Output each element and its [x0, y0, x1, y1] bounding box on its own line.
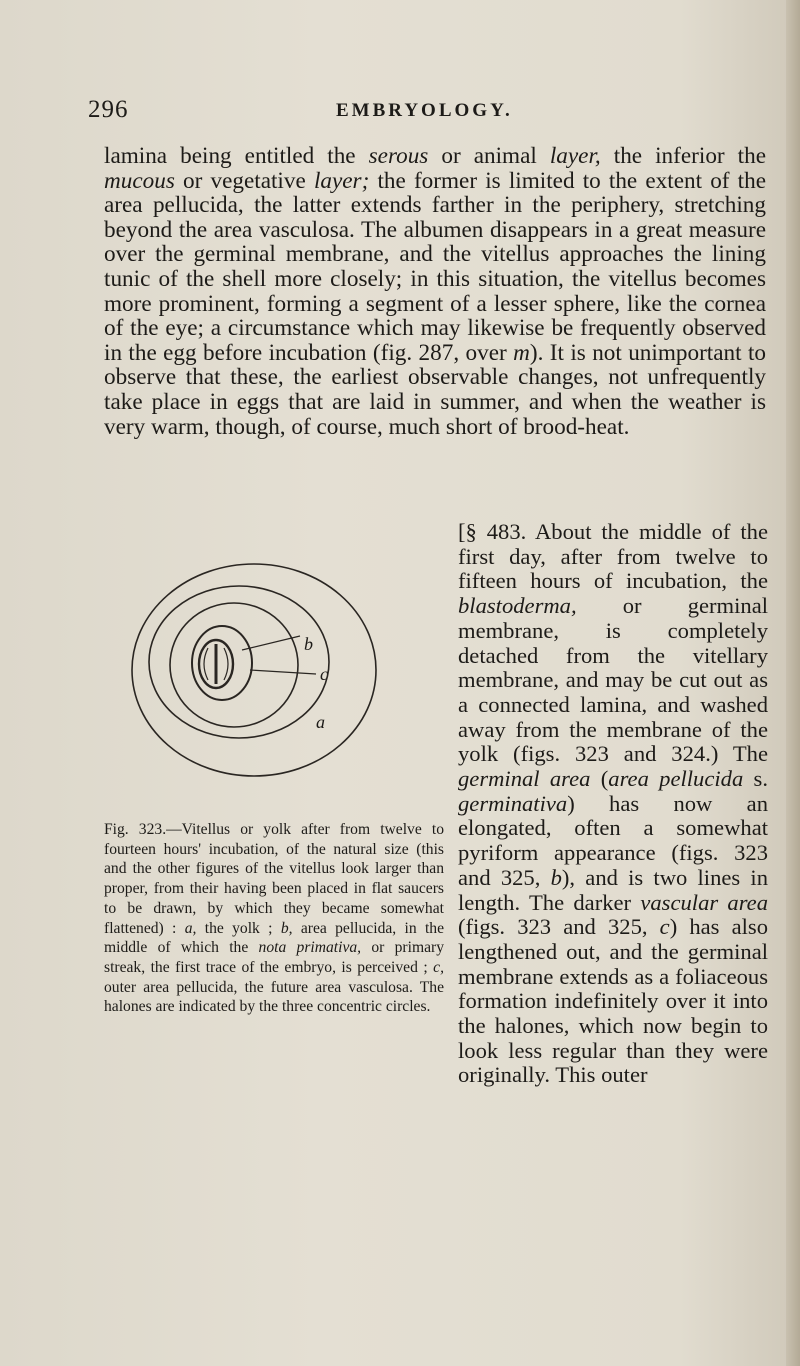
text: or animal: [428, 143, 550, 169]
italic-text: vascular area: [640, 889, 768, 915]
page-edge: [786, 0, 800, 1366]
figure-label-a: a: [316, 712, 325, 732]
text: the former is limited to the extent of the area pellucida, the latter extends farther in the periphery, stretching beyond the area vasculosa. The albumen disappears in a great measure over the germinal membrane, and the vitellus approaches the lining tunic of the shell more closely; in this situation, the vitellus becomes more prominent, forming a segment of a lesser sphere, like the cornea of the eye; a circumstance which may likewise be frequently observed in the egg before incubation (fig. 287, over: [104, 167, 767, 366]
italic-text: b,: [280, 919, 293, 937]
figure-323: [104, 550, 450, 790]
text: ) has also lengthened out, and the germinal membrane extends as a foliaceous formation indefinitely over it into the halones, which now begin to look less regular than they were originally. This outer: [458, 914, 768, 1088]
middle-halo-circle: [149, 586, 329, 738]
figure-caption: [104, 820, 444, 1017]
text: or germinal membrane, is completely detached from the vitellary membrane, and may be cut out as a connected lamina, and washed away from the membrane of the yolk (figs. 323 and 324.) The: [458, 593, 768, 767]
italic-text: nota primativa,: [258, 939, 362, 957]
italic-text: c,: [433, 958, 444, 976]
yolk-diagram: [104, 550, 450, 790]
text: or primary streak, the first trace of the embryo, is perceived ;: [104, 939, 444, 976]
text: ), and is two lines in length. The darker: [458, 864, 768, 915]
italic-text: m: [513, 339, 530, 366]
area-vasculosa: [192, 626, 252, 700]
text: s.: [743, 766, 768, 792]
text: (: [590, 766, 609, 792]
running-head: EMBRYOLOGY.: [336, 100, 513, 121]
page-number: 296: [88, 96, 129, 123]
italic-text: blastoderma,: [458, 593, 577, 619]
text: area pellucida, in the middle of which the: [104, 919, 445, 957]
italic-text: b: [550, 864, 562, 890]
italic-text: area pellucida: [608, 766, 744, 792]
text: Fig. 323.—Vitellus or yolk after from twelve to fourteen hours' incubation, of the natural size (this and the other figures of the vitellus look larger than proper, from their having been placed in flat saucers to be drawn, by which they became somewhat flattened) :: [104, 821, 444, 937]
text: the yolk ;: [196, 919, 281, 937]
text: ). It is not unimportant to observe that these, the earliest observable changes, not unfrequently take place in eggs that are laid in summer, and when the weather is very warm, though, of course, much short of brood-heat.: [104, 339, 766, 440]
figure-label-b: b: [304, 634, 313, 654]
italic-text: serous: [368, 143, 429, 169]
italic-text: germinal area: [458, 766, 591, 792]
text: the inferior the: [600, 143, 767, 169]
leader-line-b: [242, 636, 300, 650]
italic-text: layer;: [313, 167, 370, 194]
italic-text: a,: [184, 919, 197, 937]
text: lamina being entitled the: [104, 143, 369, 169]
text: [§ 483. About the middle of the first day, after from twelve to fifteen hours of incubation, the: [458, 519, 768, 594]
paragraph-1: [104, 144, 766, 439]
figure-label-c: c: [320, 664, 328, 684]
text: (figs. 323 and 325,: [458, 914, 660, 940]
paragraph-2: [458, 520, 768, 1088]
italic-text: c: [659, 914, 670, 940]
italic-text: mucous: [104, 167, 175, 194]
text: or vegetative: [174, 167, 314, 194]
text: ) has now an elongated, often a somewhat pyriform appearance (figs. 323 and 325,: [458, 790, 768, 890]
leader-line-c: [250, 670, 316, 674]
text: outer area pellucida, the future area vasculosa. The halones are indicated by the three concentric circles.: [104, 978, 444, 1016]
italic-text: layer,: [549, 143, 601, 169]
page-header: [88, 96, 768, 126]
italic-text: germinativa: [458, 790, 568, 816]
